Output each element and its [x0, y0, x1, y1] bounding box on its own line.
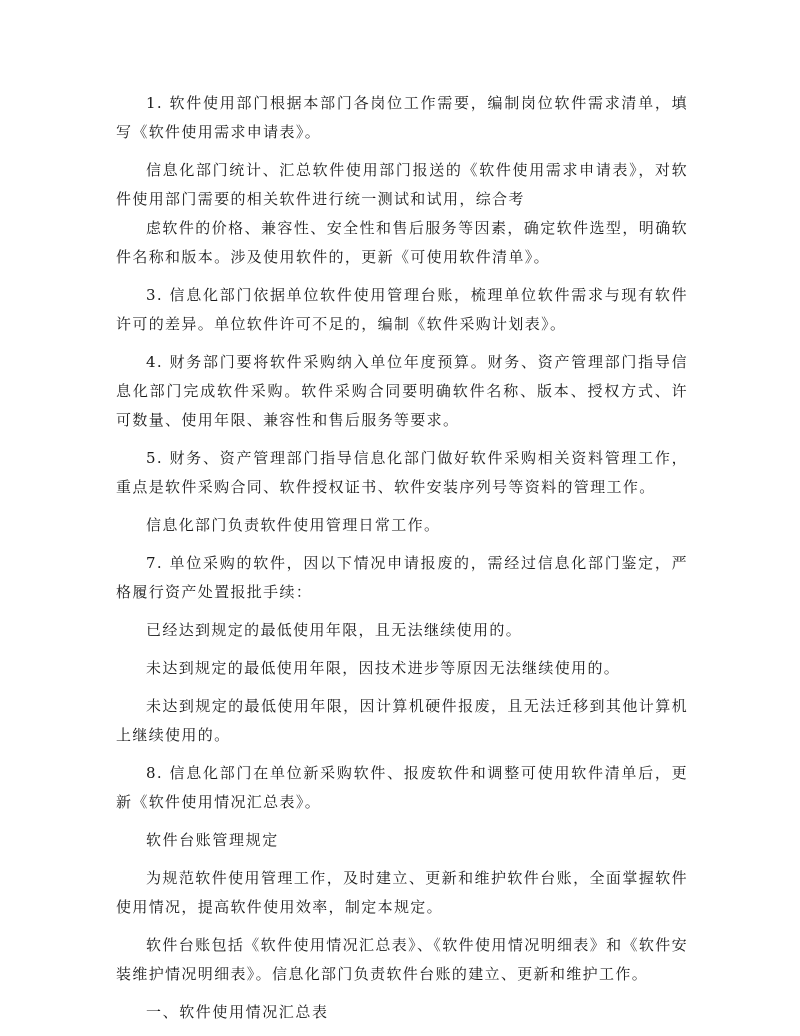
paragraph-9: 已经达到规定的最低使用年限，且无法继续使用的。: [146, 621, 523, 639]
document-body: [116, 89, 688, 1036]
paragraph-11: 未达到规定的最低使用年限，因计算机硬件报废，且无法迁移到其他计算机上继续使用的。: [116, 697, 688, 744]
paragraph-5: 4. 财务部门要将软件采购纳入单位年度预算。财务、资产管理部门指导信息化部门完成软件采购。软件采购合同要明确软件名称、版本、授权方式、许可数量、使用年限、兼容性和售后服务等要求。: [116, 353, 688, 429]
paragraph-8: 7. 单位采购的软件，因以下情况申请报废的，需经过信息化部门鉴定，严格履行资产处置报批手续：: [116, 554, 688, 601]
paragraph-3: 虑软件的价格、兼容性、安全性和售后服务等因素，确定软件选型，明确软件名称和版本。涉及使用软件的，更新《可使用软件清单》。: [116, 219, 688, 266]
paragraph-7: 信息化部门负责软件使用管理日常工作。: [146, 516, 441, 534]
paragraph-2: 信息化部门统计、汇总软件使用部门报送的《软件使用需求申请表》，对软件使用部门需要的相关软件进行统一测试和试用，综合考: [116, 161, 688, 208]
paragraph-12: 8. 信息化部门在单位新采购软件、报废软件和调整可使用软件清单后，更新《软件使用情况汇总表》。: [116, 764, 688, 811]
paragraph-15: 软件台账包括《软件使用情况汇总表》、《软件使用情况明细表》和《软件安装维护情况明细表》。信息化部门负责软件台账的建立、更新和维护工作。: [116, 936, 688, 983]
subsection-heading: 一、软件使用情况汇总表: [146, 1003, 329, 1021]
section-heading: 软件台账管理规定: [146, 831, 279, 849]
paragraph-10: 未达到规定的最低使用年限，因技术进步等原因无法继续使用的。: [146, 659, 621, 677]
paragraph-6: 5. 财务、资产管理部门指导信息化部门做好软件采购相关资料管理工作，重点是软件采购合同、软件授权证书、软件安装序列号等资料的管理工作。: [116, 449, 688, 496]
paragraph-1: 1. 软件使用部门根据本部门各岗位工作需要，编制岗位软件需求清单，填写《软件使用需求申请表》。: [116, 94, 688, 141]
paragraph-4: 3. 信息化部门依据单位软件使用管理台账，梳理单位软件需求与现有软件许可的差异。单位软件许可不足的，编制《软件采购计划表》。: [116, 286, 688, 333]
paragraph-14: 为规范软件使用管理工作，及时建立、更新和维护软件台账，全面掌握软件使用情况，提高软件使用效率，制定本规定。: [116, 869, 688, 916]
